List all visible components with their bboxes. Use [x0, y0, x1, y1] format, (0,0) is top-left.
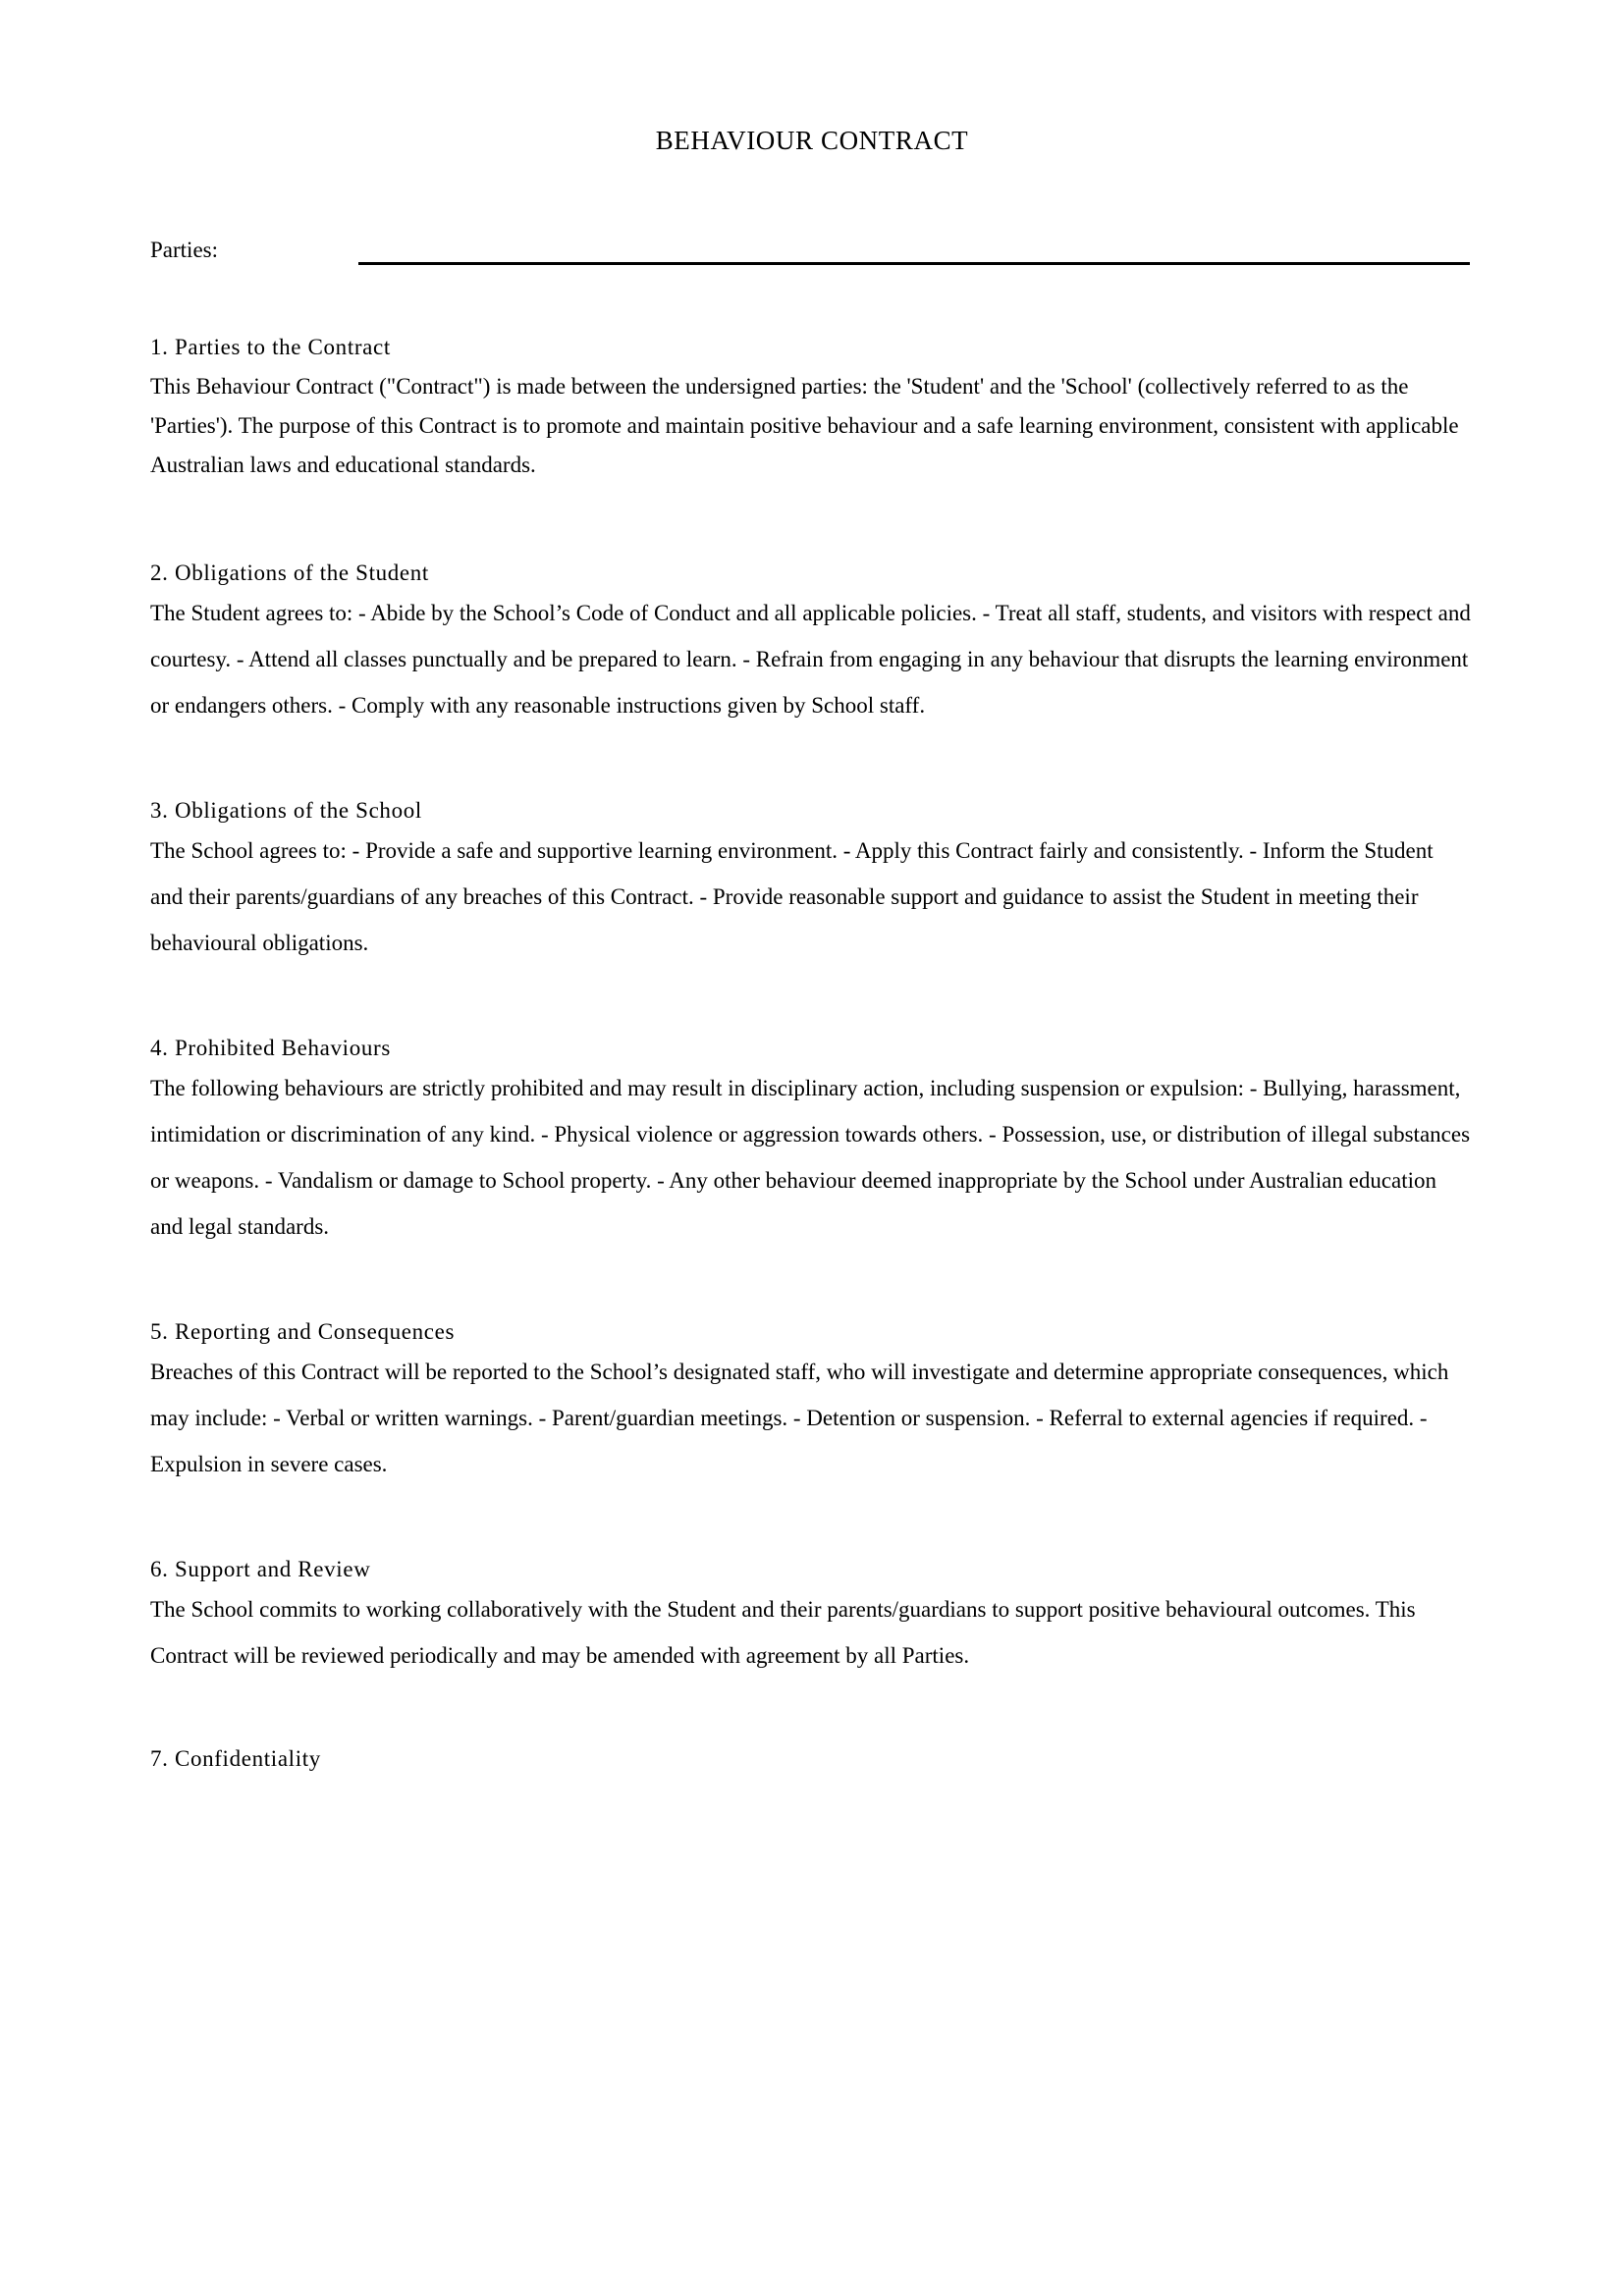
page-title: BEHAVIOUR CONTRACT — [655, 126, 969, 155]
section-1 — [150, 332, 1471, 485]
section-5-body: Breaches of this Contract will be reported to the School’s designated staff, who will investigate and determine appropriate consequences, which may include: - Verbal or written warnings. - Parent/guardian meetings. - Detention or suspension. - Referral to external agencies if required. - Expulsion in severe cases. — [150, 1360, 1449, 1476]
section-spacer — [150, 1250, 1471, 1316]
section-4-body: The following behaviours are strictly prohibited and may result in disciplinary action, including suspension or expulsion: - Bullying, harassment, intimidation or discrimination of any kind. - Physical violence or aggression towards others. - Possession, use, or distribution of illegal substances or weapons. - Vandalism or damage to School property. - Any other behaviour deemed inappropriate by the School under Australian education and legal standards. — [150, 1076, 1471, 1239]
section-1-body: This Behaviour Contract ("Contract") is made between the undersigned parties: the 'Student' and the 'School' (collectively referred to as the 'Parties'). The purpose of this Contract is to promote and maintain positive behaviour and a safe learning environment, consistent with applicable Australian laws and educational standards. — [150, 374, 1459, 477]
section-7 — [150, 1743, 1471, 1774]
section-3-body: The School agrees to: - Provide a safe and supportive learning environment. - Apply this Contract fairly and consistently. - Inform the Student and their parents/guardians of any breaches of this Contract. - Provide reasonable support and guidance to assist the Student in meeting their behavioural obligations. — [150, 838, 1434, 955]
section-7-heading: 7. Confidentiality — [150, 1746, 321, 1771]
parties-field-row — [150, 236, 1471, 275]
section-6-heading: 6. Support and Review — [150, 1557, 371, 1581]
section-spacer — [150, 966, 1471, 1033]
section-2-body: The Student agrees to: - Abide by the School’s Code of Conduct and all applicable policies. - Treat all staff, students, and visitors with respect and courtesy. - Attend all classes punctually and be prepared to learn. - Refrain from engaging in any behaviour that disrupts the learning environment or endangers others. - Comply with any reasonable instructions given by School staff. — [150, 601, 1471, 718]
section-spacer — [150, 1487, 1471, 1554]
section-spacer — [150, 728, 1471, 795]
section-spacer — [150, 1679, 1471, 1743]
section-6 — [150, 1554, 1471, 1679]
section-5 — [150, 1316, 1471, 1487]
section-6-body: The School commits to working collaboratively with the Student and their parents/guardians to support positive behavioural outcomes. This Contract will be reviewed periodically and may be amended with agreement by all Parties. — [150, 1597, 1416, 1668]
section-5-heading: 5. Reporting and Consequences — [150, 1319, 456, 1344]
parties-label: Parties: — [150, 238, 218, 262]
section-2 — [150, 558, 1471, 728]
document-body — [150, 332, 1471, 1776]
section-2-heading: 2. Obligations of the Student — [150, 561, 429, 585]
section-4 — [150, 1033, 1471, 1250]
section-3-heading: 3. Obligations of the School — [150, 798, 422, 823]
parties-fill-in-line[interactable] — [358, 262, 1470, 265]
section-spacer — [150, 485, 1471, 558]
section-1-heading: 1. Parties to the Contract — [150, 335, 391, 359]
section-4-heading: 4. Prohibited Behaviours — [150, 1036, 391, 1060]
section-3 — [150, 795, 1471, 966]
